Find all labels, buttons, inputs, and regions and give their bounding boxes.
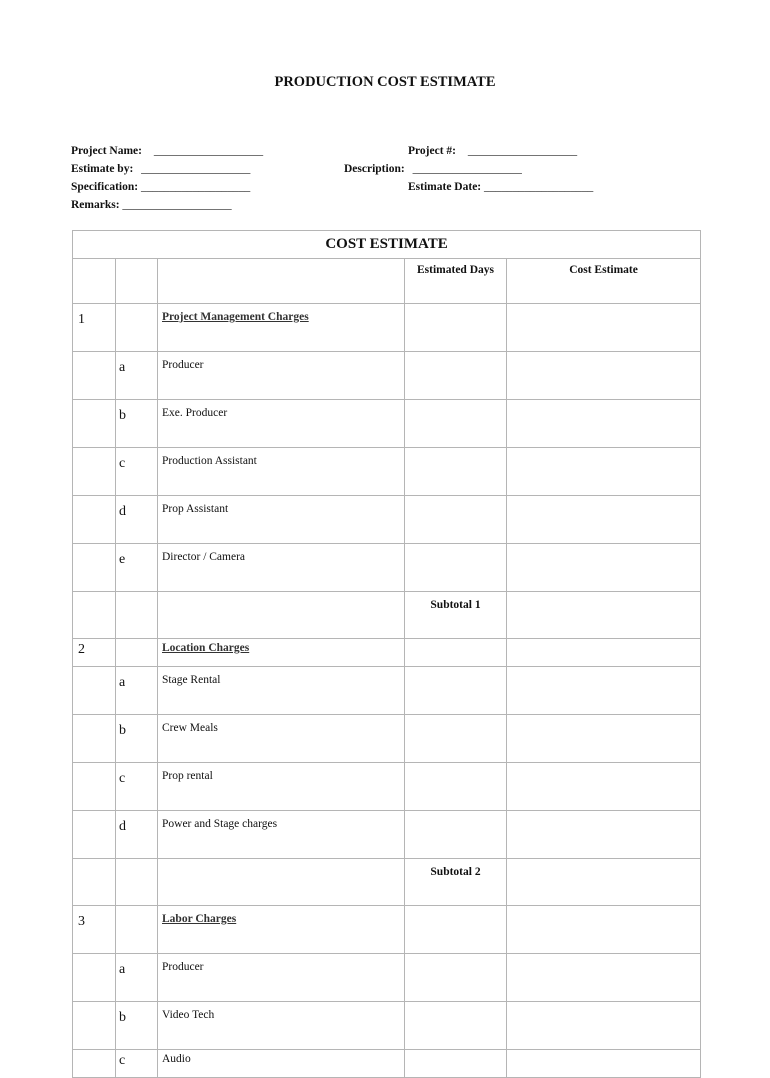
section-number: 2 — [73, 639, 116, 667]
cost-cell[interactable] — [507, 352, 701, 400]
empty-cell — [116, 639, 158, 667]
section-number: 3 — [73, 906, 116, 954]
table-row — [73, 811, 701, 859]
item-letter: b — [116, 400, 158, 448]
item-label: Production Assistant — [158, 448, 405, 496]
empty-cell — [116, 906, 158, 954]
item-label: Producer — [158, 352, 405, 400]
section-row — [73, 304, 701, 352]
remarks-value: ___________________ — [122, 199, 232, 211]
empty-cell — [73, 544, 116, 592]
days-cell[interactable] — [405, 667, 507, 715]
estimate-by-label: Estimate by: — [71, 163, 134, 175]
header-cell-letter — [116, 259, 158, 304]
empty-cell — [73, 352, 116, 400]
empty-cell — [158, 592, 405, 639]
cost-cell[interactable] — [507, 954, 701, 1002]
days-cell[interactable] — [405, 639, 507, 667]
item-label: Producer — [158, 954, 405, 1002]
subtotal-label: Subtotal 2 — [405, 859, 507, 906]
days-cell[interactable] — [405, 954, 507, 1002]
table-row — [73, 667, 701, 715]
section-name: Location Charges — [158, 639, 405, 667]
item-label: Director / Camera — [158, 544, 405, 592]
cost-cell[interactable] — [507, 811, 701, 859]
empty-cell — [158, 859, 405, 906]
subtotal-row — [73, 859, 701, 906]
item-letter: c — [116, 1050, 158, 1078]
empty-cell — [73, 496, 116, 544]
days-cell[interactable] — [405, 400, 507, 448]
estimate-date-field[interactable] — [408, 181, 593, 193]
project-name-label: Project Name: — [71, 145, 142, 157]
item-label: Power and Stage charges — [158, 811, 405, 859]
days-cell[interactable] — [405, 304, 507, 352]
empty-cell — [116, 592, 158, 639]
empty-cell — [73, 592, 116, 639]
empty-cell — [73, 400, 116, 448]
empty-cell — [73, 954, 116, 1002]
section-row — [73, 639, 701, 667]
cost-cell[interactable] — [507, 304, 701, 352]
header-cell-item — [158, 259, 405, 304]
empty-cell — [73, 811, 116, 859]
description-value: ___________________ — [412, 163, 522, 175]
item-letter: d — [116, 496, 158, 544]
days-cell[interactable] — [405, 811, 507, 859]
cost-cell[interactable] — [507, 639, 701, 667]
cost-cell[interactable] — [507, 667, 701, 715]
days-cell[interactable] — [405, 496, 507, 544]
days-cell[interactable] — [405, 715, 507, 763]
item-letter: c — [116, 763, 158, 811]
days-cell[interactable] — [405, 1002, 507, 1050]
cost-cell[interactable] — [507, 448, 701, 496]
table-row — [73, 954, 701, 1002]
subtotal-row — [73, 592, 701, 639]
estimate-by-field[interactable] — [71, 163, 250, 175]
header-cost-estimate: Cost Estimate — [507, 259, 701, 304]
table-row — [73, 400, 701, 448]
item-letter: e — [116, 544, 158, 592]
empty-cell — [116, 859, 158, 906]
table-header-row — [73, 259, 701, 304]
remarks-field[interactable] — [71, 199, 232, 211]
days-cell[interactable] — [405, 448, 507, 496]
cost-estimate-table — [72, 230, 701, 1078]
item-label: Prop Assistant — [158, 496, 405, 544]
estimate-by-value: ___________________ — [141, 163, 251, 175]
cost-cell[interactable] — [507, 763, 701, 811]
section-name: Labor Charges — [158, 906, 405, 954]
cost-cell[interactable] — [507, 544, 701, 592]
item-letter: a — [116, 352, 158, 400]
section-number: 1 — [73, 304, 116, 352]
empty-cell — [116, 304, 158, 352]
cost-cell[interactable] — [507, 1002, 701, 1050]
cost-cell[interactable] — [507, 906, 701, 954]
project-name-value: ___________________ — [153, 145, 264, 157]
remarks-label: Remarks: — [71, 199, 120, 211]
item-label: Stage Rental — [158, 667, 405, 715]
description-label: Description: — [344, 163, 405, 175]
table-row — [73, 763, 701, 811]
item-label: Video Tech — [158, 1002, 405, 1050]
header-estimated-days: Estimated Days — [405, 259, 507, 304]
days-cell[interactable] — [405, 906, 507, 954]
cost-cell[interactable] — [507, 1050, 701, 1078]
specification-value: ___________________ — [140, 181, 251, 193]
empty-cell — [73, 667, 116, 715]
empty-cell — [73, 763, 116, 811]
project-number-field[interactable] — [408, 145, 577, 157]
table-row — [73, 1002, 701, 1050]
specification-label: Specification: — [71, 181, 139, 193]
document-title: PRODUCTION COST ESTIMATE — [274, 74, 496, 90]
subtotal-cost-cell[interactable] — [507, 592, 701, 639]
item-letter: b — [116, 1002, 158, 1050]
empty-cell — [73, 448, 116, 496]
table-row — [73, 448, 701, 496]
section-row — [73, 906, 701, 954]
section-name: Project Management Charges — [158, 304, 405, 352]
days-cell[interactable] — [405, 1050, 507, 1078]
item-letter: a — [116, 954, 158, 1002]
cost-cell[interactable] — [507, 496, 701, 544]
item-letter: a — [116, 667, 158, 715]
item-label: Prop rental — [158, 763, 405, 811]
item-letter: c — [116, 448, 158, 496]
days-cell[interactable] — [405, 544, 507, 592]
table-row — [73, 1050, 701, 1078]
empty-cell — [73, 1002, 116, 1050]
cost-cell[interactable] — [507, 715, 701, 763]
table-caption: COST ESTIMATE — [73, 231, 701, 259]
empty-cell — [73, 715, 116, 763]
subtotal-cost-cell[interactable] — [507, 859, 701, 906]
project-number-label: Project #: — [408, 145, 456, 157]
days-cell[interactable] — [405, 352, 507, 400]
estimate-date-label: Estimate Date: — [408, 181, 482, 193]
header-cell-number — [73, 259, 116, 304]
description-field[interactable] — [344, 163, 522, 175]
item-label: Crew Meals — [158, 715, 405, 763]
item-letter: b — [116, 715, 158, 763]
empty-cell — [73, 1050, 116, 1078]
item-letter: d — [116, 811, 158, 859]
estimate-date-value: ___________________ — [484, 181, 594, 193]
table-row — [73, 496, 701, 544]
table-row — [73, 544, 701, 592]
item-label: Audio — [158, 1050, 405, 1078]
days-cell[interactable] — [405, 763, 507, 811]
cost-cell[interactable] — [507, 400, 701, 448]
subtotal-label: Subtotal 1 — [405, 592, 507, 639]
specification-field[interactable] — [71, 181, 250, 193]
table-row — [73, 715, 701, 763]
project-name-field[interactable] — [71, 145, 263, 157]
table-row — [73, 352, 701, 400]
item-label: Exe. Producer — [158, 400, 405, 448]
empty-cell — [73, 859, 116, 906]
project-number-value: ___________________ — [467, 145, 578, 157]
